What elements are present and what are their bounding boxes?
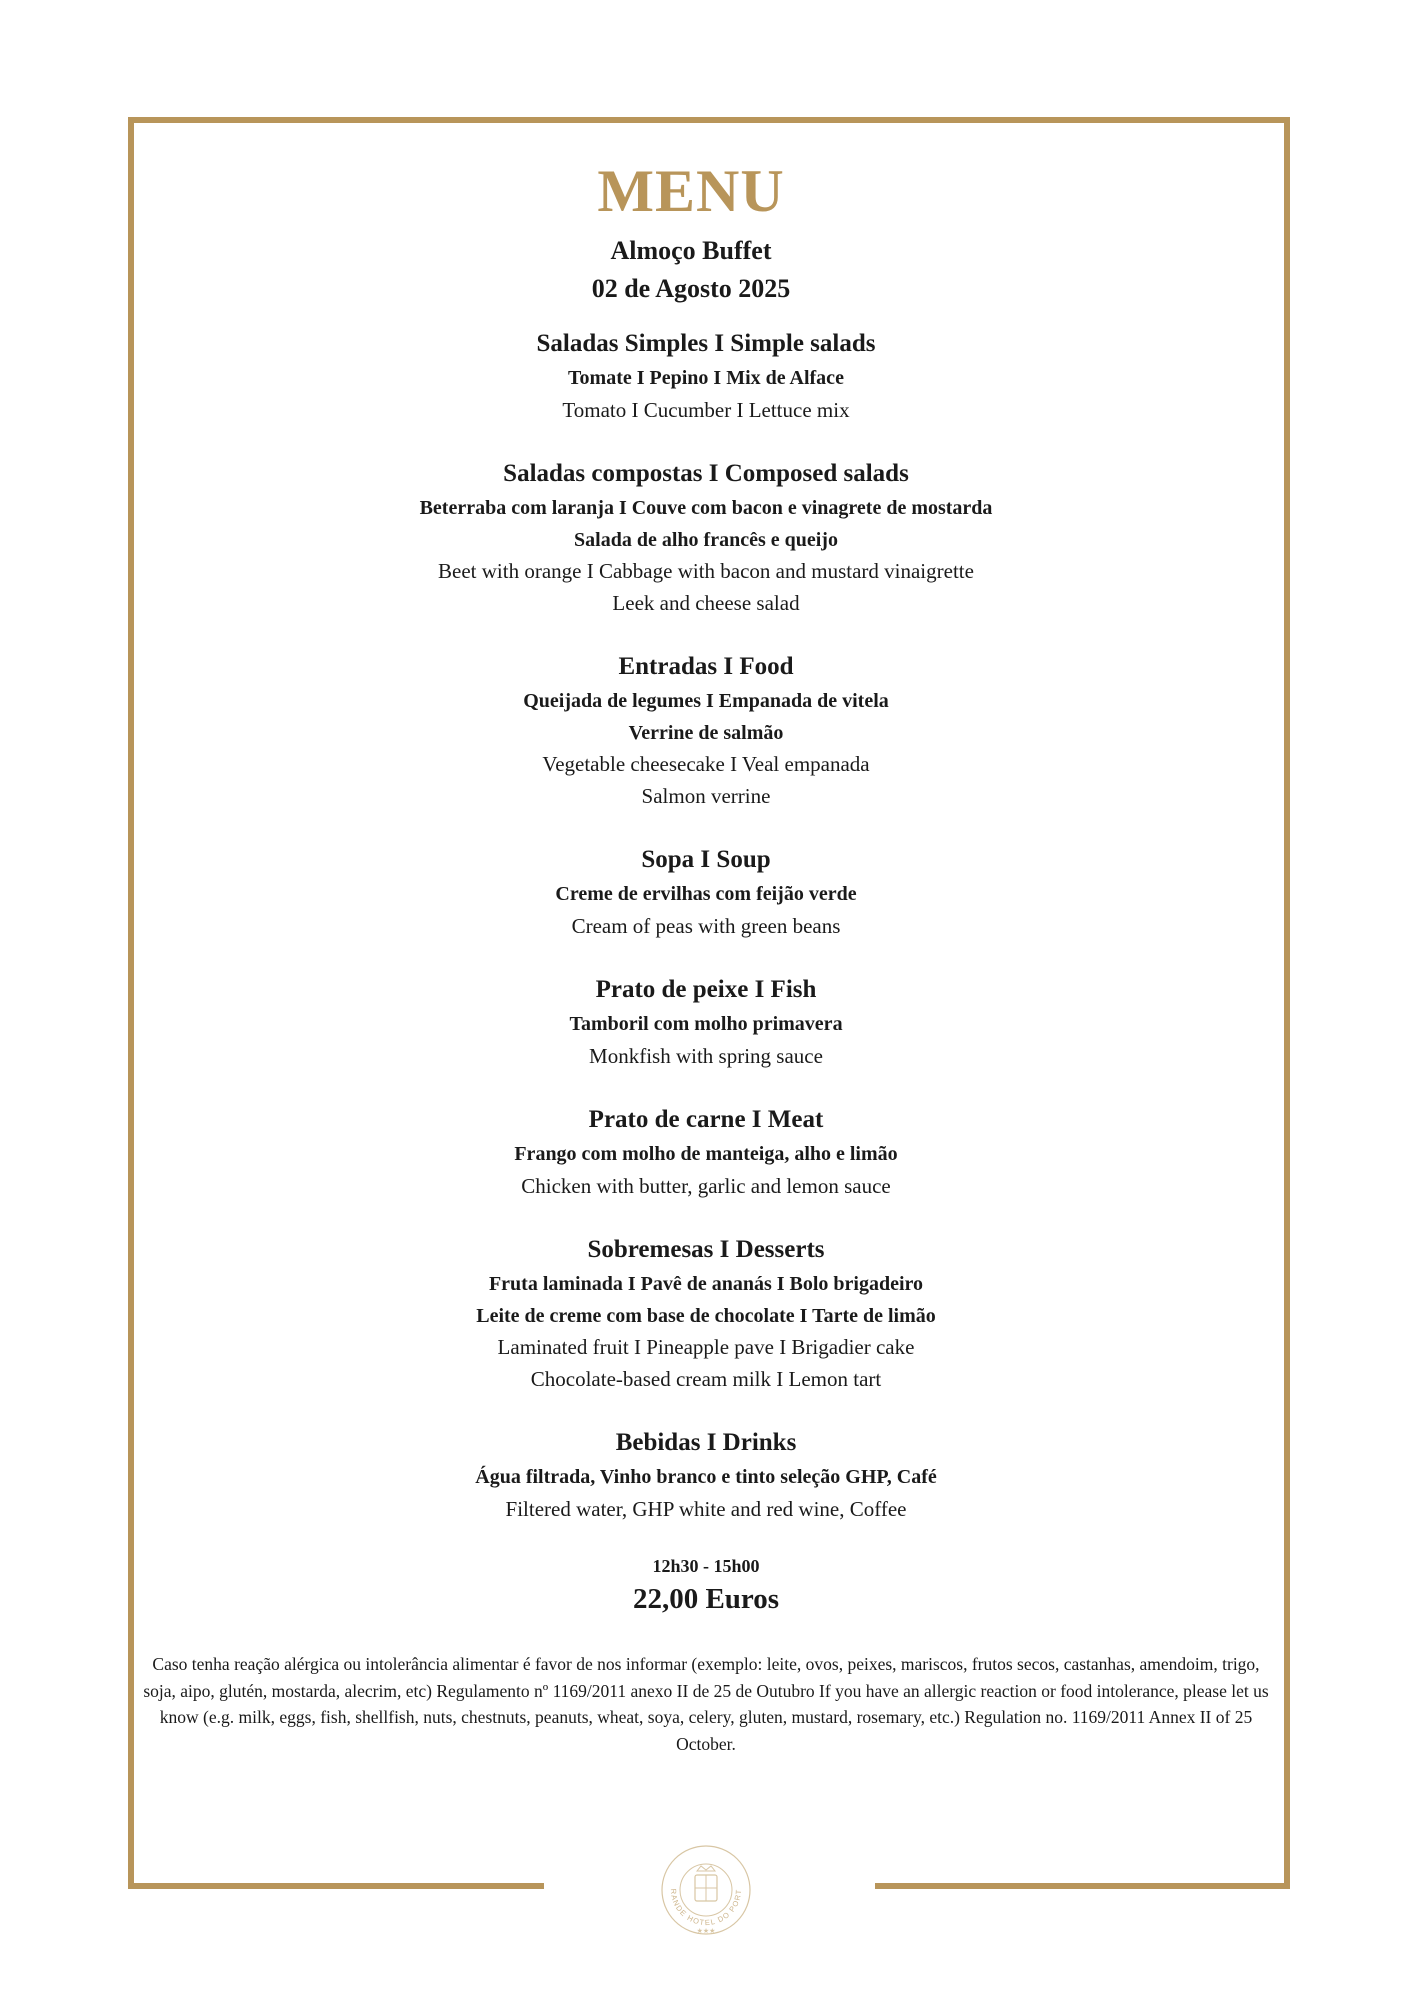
- dish-english: Cream of peas with green beans: [571, 913, 841, 938]
- dish-english: Tomato I Cucumber I Lettuce mix: [562, 397, 850, 422]
- menu-section: [150, 1424, 1262, 1525]
- dish-english: Beet with orange I Cabbage with bacon and mustard vinaigrette: [438, 559, 974, 583]
- menu-sections: [150, 325, 1262, 1525]
- menu-section: [150, 971, 1262, 1072]
- dish-english: Laminated fruit I Pineapple pave I Brigadier cake: [497, 1335, 915, 1359]
- section-title: Prato de carne I Meat: [588, 1106, 824, 1133]
- section-title: Prato de peixe I Fish: [595, 976, 817, 1003]
- menu-section: [150, 841, 1262, 942]
- menu-section: [150, 648, 1262, 812]
- frame-bottom-right-border: [875, 1883, 1290, 1889]
- frame-right-border: [1284, 117, 1290, 1889]
- section-title: Entradas I Food: [618, 653, 794, 680]
- section-title: Bebidas I Drinks: [615, 1429, 797, 1456]
- frame-top-border: [128, 117, 1290, 123]
- menu-section: [150, 1101, 1262, 1202]
- dish-portuguese: Beterraba com laranja I Couve com bacon e vinagrete de mostarda: [419, 497, 993, 519]
- logo-text: RANDE HOTEL DO PORT: [668, 1888, 744, 1928]
- section-title: Saladas Simples I Simple salads: [536, 330, 876, 357]
- menu-section: [150, 455, 1262, 619]
- dish-portuguese: Tomate I Pepino I Mix de Alface: [568, 367, 844, 389]
- menu-subtitle: Almoço Buffet: [610, 236, 772, 265]
- section-title: Sobremesas I Desserts: [587, 1236, 825, 1263]
- dish-english: Chocolate-based cream milk I Lemon tart: [530, 1366, 882, 1391]
- menu-section: [150, 325, 1262, 426]
- dish-english: Salmon verrine: [641, 783, 771, 808]
- dish-portuguese: Água filtrada, Vinho branco e tinto seleção GHP, Café: [475, 1466, 937, 1488]
- dish-portuguese: Leite de creme com base de chocolate I Tarte de limão: [476, 1304, 936, 1327]
- allergy-notice: Caso tenha reação alérgica ou intolerância alimentar é favor de nos informar (exemplo: leite, ovos, peixes, mariscos, frutos secos, castanhas, amendoim, trigo, soja, aipo, glutén, mostarda, alecrim, etc) Regulamento nº 1169/2011 anexo II de 25 de Outubro If you have an allergic reaction or food intolerance, please let us know (e.g. milk, eggs, fish, shellfish, nuts, chestnuts, peanuts, wheat, soya, celery, gluten, mustard, rosemary, etc.) Regulation no. 1169/2011 Annex II of 25 October.: [143, 1654, 1269, 1754]
- hotel-crest-logo-icon: [651, 1835, 761, 1945]
- dish-portuguese: Tamboril com molho primavera: [569, 1013, 843, 1035]
- section-title: Saladas compostas I Composed salads: [503, 460, 909, 487]
- dish-english: Chicken with butter, garlic and lemon sauce: [521, 1173, 891, 1198]
- menu-date: 02 de Agosto 2025: [591, 274, 791, 303]
- dish-portuguese: Verrine de salmão: [628, 721, 784, 744]
- dish-portuguese: Salada de alho francês e queijo: [574, 528, 838, 551]
- menu-title: MENU: [597, 158, 785, 224]
- frame-bottom-left-border: [128, 1883, 544, 1889]
- dish-portuguese: Creme de ervilhas com feijão verde: [555, 883, 857, 905]
- service-hours: 12h30 - 15h00: [652, 1556, 760, 1576]
- menu-section: [150, 1231, 1262, 1395]
- dish-portuguese: Frango com molho de manteiga, alho e limão: [514, 1143, 898, 1165]
- section-title: Sopa I Soup: [641, 846, 771, 873]
- frame-left-border: [128, 117, 134, 1889]
- dish-english: Leek and cheese salad: [612, 590, 800, 615]
- svg-text:★★★: ★★★: [696, 1927, 716, 1935]
- dish-english: Filtered water, GHP white and red wine, Coffee: [505, 1496, 907, 1521]
- dish-portuguese: Fruta laminada I Pavê de ananás I Bolo brigadeiro: [488, 1273, 924, 1295]
- menu-price: 22,00 Euros: [632, 1583, 780, 1615]
- dish-english: Monkfish with spring sauce: [589, 1043, 823, 1068]
- menu-content: [143, 150, 1269, 1757]
- dish-english: Vegetable cheesecake I Veal empanada: [542, 752, 870, 776]
- dish-portuguese: Queijada de legumes I Empanada de vitela: [523, 690, 889, 712]
